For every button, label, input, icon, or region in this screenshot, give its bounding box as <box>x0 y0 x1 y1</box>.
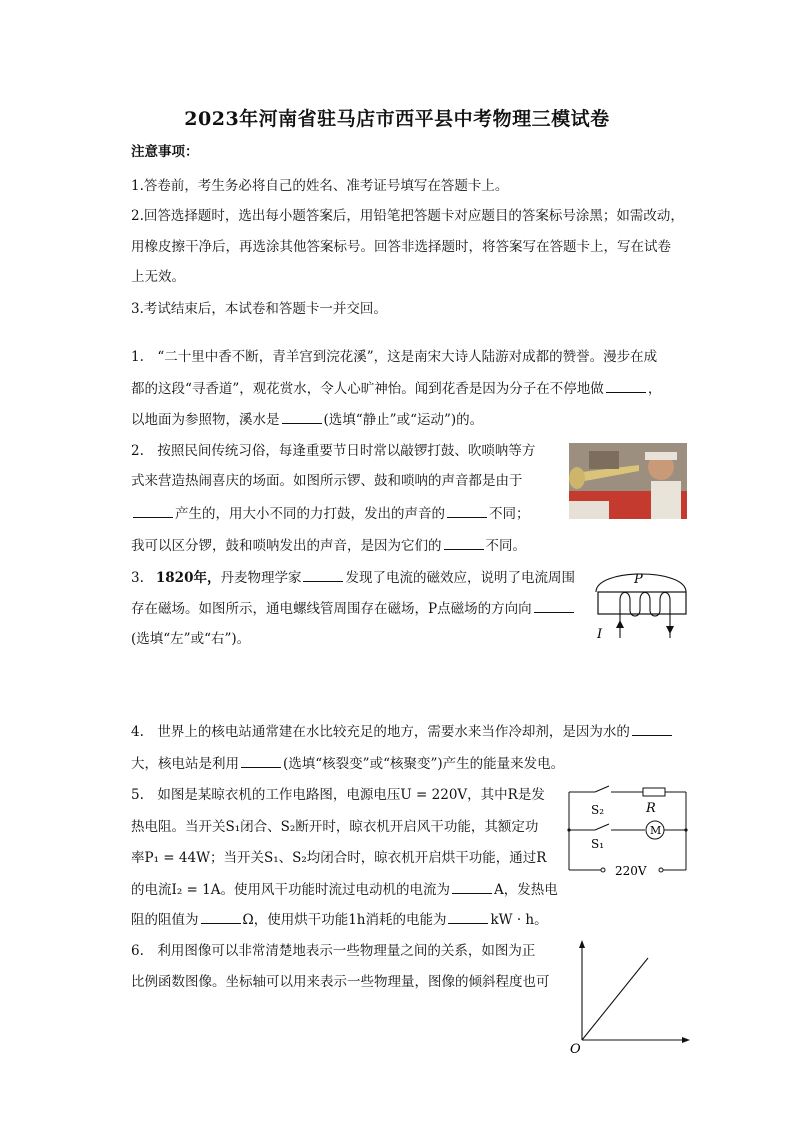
band-musician-photo <box>569 443 687 519</box>
q2-line-4 <box>131 535 526 556</box>
answer-blank[interactable] <box>241 753 281 768</box>
switch-s2 <box>595 786 609 792</box>
q5-line-1: 5. 如图是某晾衣机的工作电路图，电源电压U = 220V，其中R是发 <box>131 787 545 803</box>
q5-line-4 <box>131 879 558 900</box>
answer-blank[interactable] <box>448 909 488 924</box>
q2-text: 不同。 <box>485 538 526 554</box>
q3-text: 丹麦物理学家 <box>220 570 302 586</box>
proportional-graph <box>568 940 693 1055</box>
notice-line: 1.答卷前，考生务必将自己的姓名、准考证号填写在答题卡上。 <box>131 178 509 194</box>
notice-heading: 注意事项： <box>131 144 199 160</box>
q3-number: 3. <box>131 570 144 586</box>
answer-blank[interactable] <box>632 721 672 736</box>
answer-blank[interactable] <box>606 378 646 393</box>
q5-text: kW · h。 <box>490 912 548 928</box>
source-terminal <box>601 868 605 872</box>
q3-line-1 <box>131 567 575 588</box>
q3-text: 存在磁场。如图所示，通电螺线管周围存在磁场，P点磁场的方向向 <box>131 601 532 617</box>
notice-line: 上无效。 <box>131 269 185 285</box>
q5-line-3: 率P₁ = 44W；当开关S₁、S₂均闭合时，晾衣机开启烘干功能，通过R <box>131 850 547 866</box>
answer-blank[interactable] <box>303 567 343 582</box>
band-photo-drawing <box>569 443 687 519</box>
q1-text: 以地面为参照物，溪水是 <box>131 412 280 428</box>
answer-blank[interactable] <box>444 535 484 550</box>
solenoid-core <box>598 592 686 614</box>
q5-text: 的电流I₂ = 1A。使用风干功能时流过电动机的电流为 <box>131 882 450 898</box>
q5-text: A，发热电 <box>493 882 558 898</box>
q2-text: 产生的，用大小不同的力打鼓，发出的声音的 <box>175 506 445 522</box>
dryer-circuit-diagram <box>565 786 690 876</box>
current-i-label: I <box>597 627 603 642</box>
notice-line: 3.考试结束后，本试卷和答题卡一并交回。 <box>131 301 387 317</box>
q4-text: (选填“核裂变”或“核聚变”)产生的能量来发电。 <box>283 756 565 772</box>
q5-line-2: 热电阻。当开关S₁闭合、S₂断开时，晾衣机开启风干功能，其额定功 <box>131 819 539 835</box>
q1-line-3 <box>131 409 483 430</box>
q5-text: Ω，使用烘干功能1h消耗的电能为 <box>242 912 447 928</box>
q3-year: 1820年， <box>155 570 221 586</box>
q1-text: (选填“静止”或“运动”)的。 <box>323 412 484 428</box>
q6-line-2: 比例函数图像。坐标轴可以用来表示一些物理量，图像的倾斜程度也可 <box>131 974 550 990</box>
q2-line-3 <box>131 503 530 524</box>
coil-wire <box>620 593 670 639</box>
source-terminal <box>659 868 663 872</box>
notice-line: 2.回答选择题时，选出每小题答案后，用铅笔把答题卡对应题目的答案标号涂黑；如需改动， <box>131 208 684 224</box>
q2-line-2: 式来营造热闹喜庆的场面。如图所示锣、鼓和唢呐的声音都是由于 <box>131 473 523 489</box>
q1-text: ， <box>647 381 662 397</box>
q5-text: 阻的阻值为 <box>131 912 199 928</box>
point-p-label: P <box>634 572 643 587</box>
answer-blank[interactable] <box>282 409 322 424</box>
origin-label: O <box>570 1042 581 1057</box>
x-axis-arrow <box>682 1037 690 1043</box>
current-arrow-down <box>666 626 674 634</box>
q4-line-1 <box>131 721 674 742</box>
q4-text: 大，核电站是利用 <box>131 756 239 772</box>
switch-s1 <box>595 824 609 830</box>
q3-text: 发现了电流的磁效应，说明了电流周围 <box>345 570 575 586</box>
y-axis-arrow <box>579 940 585 948</box>
q1-line-1: 1. “二十里中香不断，青羊宫到浣花溪”，这是南宋大诗人陆游对成都的赞誉。漫步在成 <box>131 349 658 365</box>
q5-line-5 <box>131 909 548 930</box>
current-arrow-up <box>616 620 624 628</box>
q4-text: 4. 世界上的核电站通常建在水比较充足的地方，需要水来当作冷却剂，是因为水的 <box>131 724 630 740</box>
motor-m-label: M <box>650 824 662 837</box>
q2-line-1: 2. 按照民间传统习俗，每逢重要节日时常以敲锣打鼓、吹唢呐等方 <box>131 443 536 459</box>
answer-blank[interactable] <box>201 909 241 924</box>
paper-title: 2023年河南省驻马店市西平县中考物理三模试卷 <box>184 108 610 130</box>
answer-blank[interactable] <box>133 503 173 518</box>
q1-text: 都的这段“寻香道”，观花赏水，令人心旷神怡。闻到花香是因为分子在不停地做 <box>131 381 604 397</box>
resistor-r-label: R <box>646 801 656 816</box>
voltage-label: 220V <box>615 864 647 878</box>
answer-blank[interactable] <box>447 503 487 518</box>
q1-line-2 <box>131 378 661 399</box>
notice-line: 用橡皮擦干净后，再选涂其他答案标号。回答非选择题时，将答案写在答题卡上，写在试卷 <box>131 239 671 255</box>
answer-blank[interactable] <box>534 598 574 613</box>
q3-line-3: (选填“左”或“右”)。 <box>131 631 251 647</box>
q4-line-2 <box>131 753 564 774</box>
answer-blank[interactable] <box>452 879 492 894</box>
proportional-line <box>582 958 648 1040</box>
q2-text: 不同； <box>489 506 530 522</box>
q3-line-2 <box>131 598 576 619</box>
resistor-r <box>643 788 665 796</box>
q6-line-1: 6. 利用图像可以非常清楚地表示一些物理量之间的关系，如图为正 <box>131 943 536 959</box>
solenoid-diagram <box>592 570 692 650</box>
q2-text: 我可以区分锣，鼓和唢呐发出的声音，是因为它们的 <box>131 538 442 554</box>
switch-s1-label: S₁ <box>591 837 605 851</box>
switch-s2-label: S₂ <box>591 803 605 817</box>
